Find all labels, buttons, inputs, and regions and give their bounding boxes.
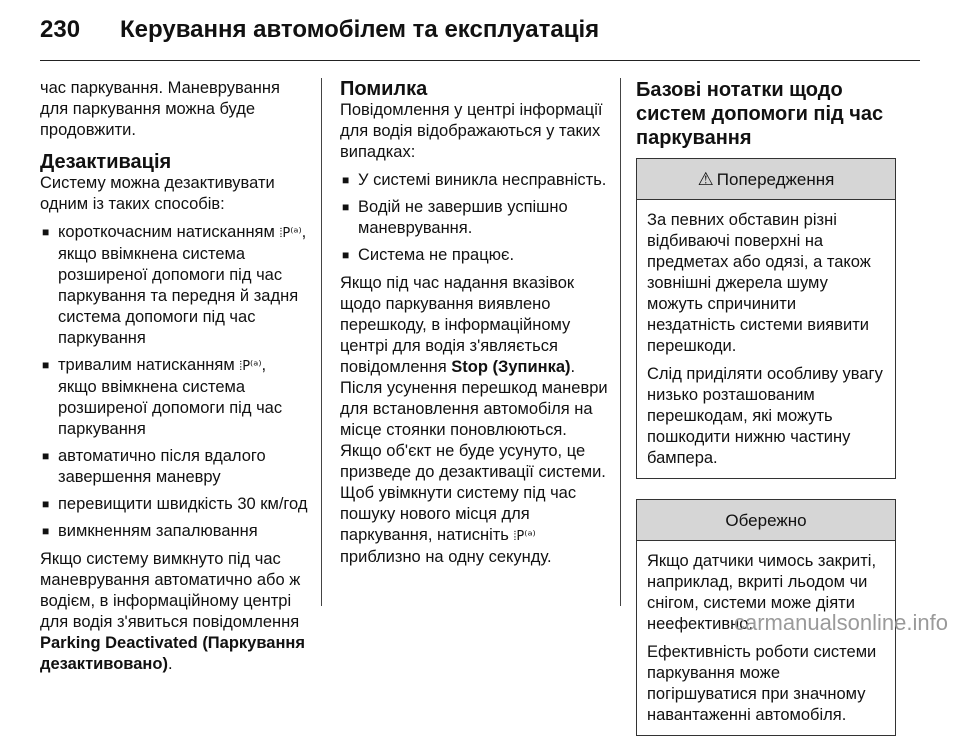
list-item: ■ тривалим натисканням ⦙P⁽ᵃ⁾, якщо ввімкнена система розширеної допомоги під час паркування <box>40 355 308 440</box>
page-title: Керування автомобілем та експлуатація <box>120 16 600 43</box>
error-paragraph: Якщо під час надання вказівок щодо паркування виявлено перешкоду, в інформаційному центрі для водія з'являється повідомлення Stop (Зупинка). Після усунення перешкод маневри для встановлення автомобіля на місце стоянки поновлюються. Якщо об'єкт не буде усунуто, це призведе до дезактивації системи. Щоб увімкнути систему під час пошуку нового місця для паркування, натисніть ⦙P⁽ᵃ⁾ приблизно на одну секунду. <box>340 274 608 566</box>
message-parking-deactivated: Parking Deactivated (Паркування дезактивовано) <box>40 634 306 673</box>
caution-box-header <box>637 500 895 541</box>
deactivation-message-paragraph: Якщо систему вимкнуто під час маневрування автоматично або ж водієм, в інформаційному центрі для водія з'явиться повідомлення Parking Deactivated (Паркування дезактивовано). <box>40 550 306 673</box>
warning-box-header <box>637 159 895 200</box>
deactivation-list <box>40 222 308 542</box>
list-item: ■ перевищити швидкість 30 км/год <box>40 494 308 515</box>
warning-triangle-icon: ⚠ <box>697 168 714 190</box>
caution-paragraph-1: Якщо датчики чимось закриті, наприклад, вкриті льодом чи снігом, системи може діяти неефективно. <box>647 552 877 633</box>
list-item: ■ Водій не завершив успішно маневрування. <box>340 197 608 239</box>
message-stop: Stop (Зупинка) <box>451 358 571 376</box>
column-right <box>636 78 896 756</box>
warning-paragraph-2: Слід приділяти особливу увагу низько розташованим перешкодам, які можуть пошкодити нижню частину бампера. <box>647 365 883 467</box>
caution-box-body <box>637 541 895 735</box>
parking-assist-button-icon: ⦙P⁽ᵃ⁾ <box>239 359 262 374</box>
intro-paragraph: час паркування. Маневрування для паркування можна буде продовжити. <box>40 79 280 139</box>
column-divider-2 <box>620 78 621 606</box>
warning-paragraph-1: За певних обставин різні відбиваючі поверхні на предметах або одязі, а також зовнішні джерела шуму можуть спричинити нездатність системи виявити перешкоди. <box>647 211 871 355</box>
page-number: 230 <box>40 16 81 43</box>
list-item: ■ Система не працює. <box>340 245 608 266</box>
warning-box <box>636 158 896 479</box>
list-item: ■ автоматично після вдалого завершення маневру <box>40 446 308 488</box>
deactivation-lead: Систему можна дезактивувати одним із таких способів: <box>40 174 275 213</box>
section-heading-basic-notes: Базові нотатки щодо систем допомоги під час паркування <box>636 79 884 149</box>
column-left <box>40 78 308 682</box>
list-item: ■ У системі виникла несправність. <box>340 170 608 191</box>
warning-box-body <box>637 200 895 478</box>
parking-assist-button-icon: ⦙P⁽ᵃ⁾ <box>513 529 536 544</box>
column-divider-1 <box>321 78 322 606</box>
section-heading-deactivation: Дезактивація <box>40 151 172 173</box>
parking-assist-button-icon: ⦙P⁽ᵃ⁾ <box>279 226 302 241</box>
section-heading-error: Помилка <box>340 78 428 100</box>
caution-title: Обережно <box>725 510 807 530</box>
page-header <box>40 8 920 52</box>
list-item: ■ вимкненням запалювання <box>40 521 308 542</box>
header-divider <box>40 60 920 61</box>
column-middle <box>340 78 608 575</box>
error-lead: Повідомлення у центрі інформації для водія відображаються у таких випадках: <box>340 101 603 161</box>
caution-paragraph-2: Ефективність роботи системи паркування може погіршуватися при значному навантаженні автомобіля. <box>647 643 877 724</box>
warning-title: Попередження <box>716 169 835 189</box>
watermark: carmanualsonline.info <box>733 610 948 635</box>
list-item: ■ короткочасним натисканням ⦙P⁽ᵃ⁾, якщо ввімкнена система розширеної допомоги під час паркування та передня й задня система допомоги під час паркування <box>40 222 308 349</box>
error-list <box>340 170 608 266</box>
